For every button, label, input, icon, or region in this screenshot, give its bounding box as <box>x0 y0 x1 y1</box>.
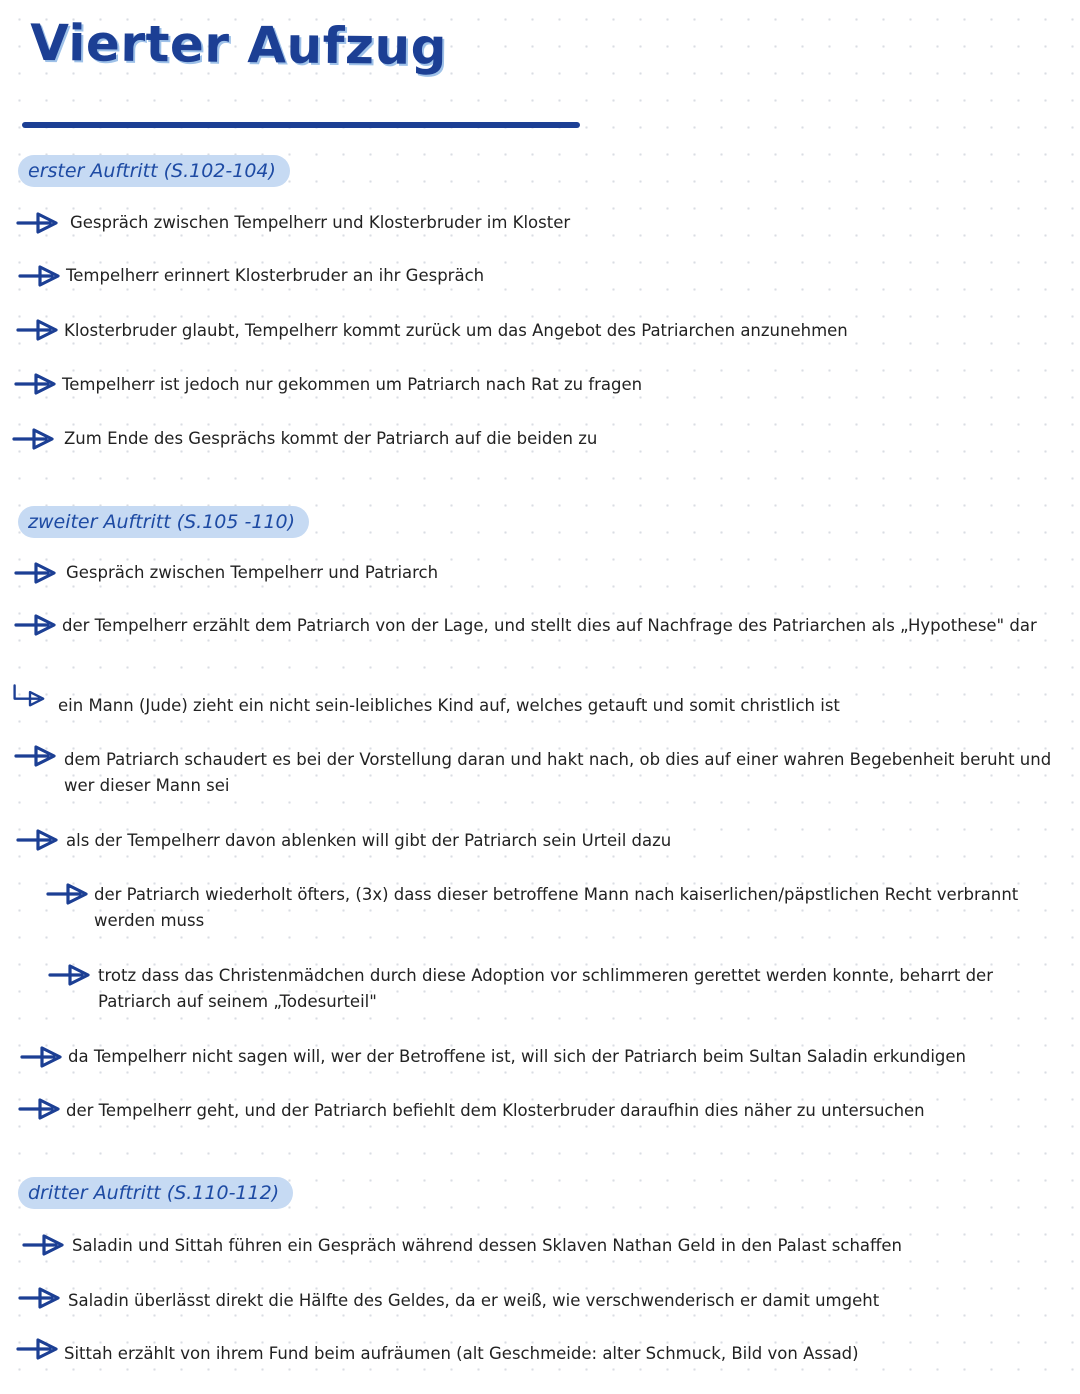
arrow-icon <box>16 1338 64 1360</box>
list-item: Zum Ende des Gesprächs kommt der Patriarch auf die beiden zu <box>64 429 598 448</box>
arrow-icon <box>22 1234 70 1256</box>
list-item: Gespräch zwischen Tempelherr und Klosterbruder im Kloster <box>70 213 571 232</box>
page-title: Vierter Aufzug <box>29 13 448 77</box>
arrow-icon <box>14 373 62 395</box>
list-item: Tempelherr ist jedoch nur gekommen um Patriarch nach Rat zu fragen <box>62 375 643 394</box>
section-heading: erster Auftritt (S.102-104) <box>18 155 290 187</box>
sub-list-item: der Patriarch wiederholt öfters, (3x) dass dieser betroffene Mann nach kaiserlichen/päpstlichen Recht verbrannt werden muss <box>94 885 1019 930</box>
arrow-icon <box>48 964 96 986</box>
sub-list-item: trotz dass das Christenmädchen durch diese Adoption vor schlimmeren gerettet werden konnte, beharrt der Patriarch auf seinem „Todesurteil" <box>98 966 993 1011</box>
list-item: Saladin und Sittah führen ein Gespräch während dessen Sklaven Nathan Geld in den Palast schaffen <box>72 1236 903 1255</box>
list-item: Klosterbruder glaubt, Tempelherr kommt zurück um das Angebot des Patriarchen anzunehmen <box>64 321 848 340</box>
section-heading: dritter Auftritt (S.110-112) <box>18 1177 293 1209</box>
list-item: da Tempelherr nicht sagen will, wer der Betroffene ist, will sich der Patriarch beim Sultan Saladin erkundigen <box>68 1047 966 1066</box>
arrow-icon <box>14 614 62 636</box>
arrow-icon <box>16 319 64 341</box>
list-item: dem Patriarch schaudert es bei der Vorstellung daran und hakt nach, ob dies auf einer wahren Begebenheit beruht und wer dieser Mann sei <box>64 750 1052 795</box>
arrow-icon <box>18 1287 66 1309</box>
arrow-icon <box>18 1098 66 1120</box>
return-arrow-icon <box>6 684 54 706</box>
list-item: Tempelherr erinnert Klosterbruder an ihr Gespräch <box>66 266 485 285</box>
title-underline <box>22 122 580 128</box>
arrow-icon <box>16 829 64 851</box>
arrow-icon <box>12 428 60 450</box>
arrow-icon <box>16 212 64 234</box>
arrow-icon <box>20 1046 68 1068</box>
arrow-icon <box>46 883 94 905</box>
list-item: als der Tempelherr davon ablenken will gibt der Patriarch sein Urteil dazu <box>66 831 672 850</box>
arrow-icon <box>14 745 62 767</box>
list-item: Saladin überlässt direkt die Hälfte des Geldes, da er weiß, wie verschwenderisch er damit umgeht <box>68 1291 880 1310</box>
arrow-icon <box>14 562 62 584</box>
list-item: Sittah erzählt von ihrem Fund beim aufräumen (alt Geschmeide: alter Schmuck, Bild von Assad) <box>64 1344 859 1363</box>
list-item: der Tempelherr erzählt dem Patriarch von der Lage, und stellt dies auf Nachfrage des Patriarchen als „Hypothese" dar <box>62 616 1037 635</box>
list-item: Gespräch zwischen Tempelherr und Patriarch <box>66 563 439 582</box>
list-item: ein Mann (Jude) zieht ein nicht sein-leibliches Kind auf, welches getauft und somit christlich ist <box>58 696 840 715</box>
arrow-icon <box>18 265 66 287</box>
list-item: der Tempelherr geht, und der Patriarch befiehlt dem Klosterbruder daraufhin dies näher zu untersuchen <box>66 1101 925 1120</box>
section-heading: zweiter Auftritt (S.105 -110) <box>18 506 309 538</box>
